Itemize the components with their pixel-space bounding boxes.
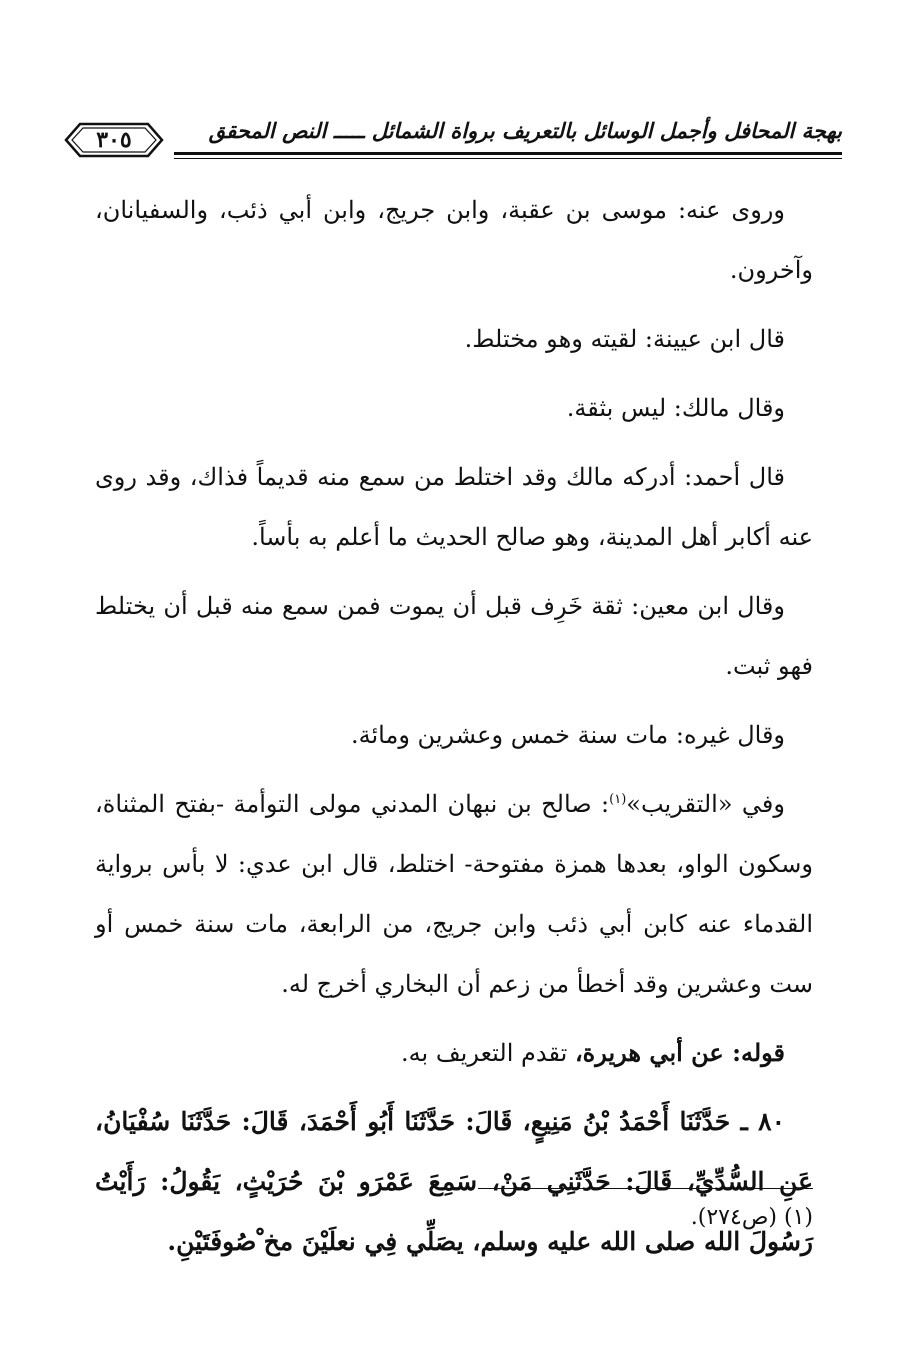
page-number-badge <box>62 120 166 160</box>
main-text <box>95 180 813 1281</box>
footnote-divider <box>478 1188 813 1189</box>
paragraph: وقال غيره: مات سنة خمس وعشرين ومائة. <box>350 721 785 749</box>
paragraph: قال أحمد: أدركه مالك وقد اختلط من سمع منه قديماً فذاك، وقد روى عنه أكابر أهل المدينة، وهو صالح الحديث ما أعلم به بأساً. <box>95 463 813 551</box>
paragraph-start: وفي «التقريب» <box>626 790 785 818</box>
footnote: (١) (ص٢٧٤). <box>690 1205 813 1230</box>
paragraph-rest: : صالح بن نبهان المدني مولى التوأمة -بفتح المثناة، وسكون الواو، بعدها همزة مفتوحة- اختلط، قال ابن عدي: لا بأس برواية القدماء عنه كابن أبي ذئب وابن جريج، من الرابعة، مات سنة خمس أو ست وعشرين وقد أخطأ من زعم أن البخاري أخرج له. <box>95 790 813 998</box>
paragraph-rest: تقدم التعريف به. <box>401 1039 575 1067</box>
hadith-text: ٨٠ ـ حَدَّثَنَا أَحْمَدُ بْنُ مَنِيعٍ، قَالَ: حَدَّثَنَا أَبُو أَحْمَدَ، قَالَ: حَدَّثَنَا سُفْيَانُ، عَنِ السُّدِّيِّ، قَالَ: حَدَّثَنِي مَنْ، سَمِعَ عَمْرَو بْنَ حُرَيْثٍ، يَقُولُ: رَأَيْتُ رَسُولَ الله صلى الله عليه وسلم، يصَلِّي فِي نعلَيْنَ مخ ْصُوفَتَيْنِ. <box>95 1107 813 1256</box>
running-title: بهجة المحافل وأجمل الوسائل بالتعريف برواة الشمائل ـــــ النص المحقق <box>208 118 842 143</box>
paragraph: وقال مالك: ليس بثقة. <box>566 394 785 422</box>
paragraph <box>95 1023 813 1083</box>
page-number: ٣٠٥ <box>96 127 132 153</box>
paragraph: وقال ابن معين: ثقة خَرِف قبل أن يموت فمن سمع منه قبل أن يختلط فهو ثبت. <box>95 592 813 680</box>
bold-lemma: قوله: عن أبي هريرة، <box>574 1038 785 1067</box>
header-divider-thin <box>174 158 842 159</box>
paragraph: قال ابن عيينة: لقيته وهو مختلط. <box>464 325 785 353</box>
header-divider <box>174 152 842 155</box>
footnote-reference[interactable]: (١) <box>609 792 627 807</box>
paragraph: وروى عنه: موسى بن عقبة، وابن جريج، وابن أبي ذئب، والسفيانان، وآخرون. <box>95 196 813 284</box>
paragraph <box>95 774 813 1014</box>
page-header <box>62 108 842 172</box>
